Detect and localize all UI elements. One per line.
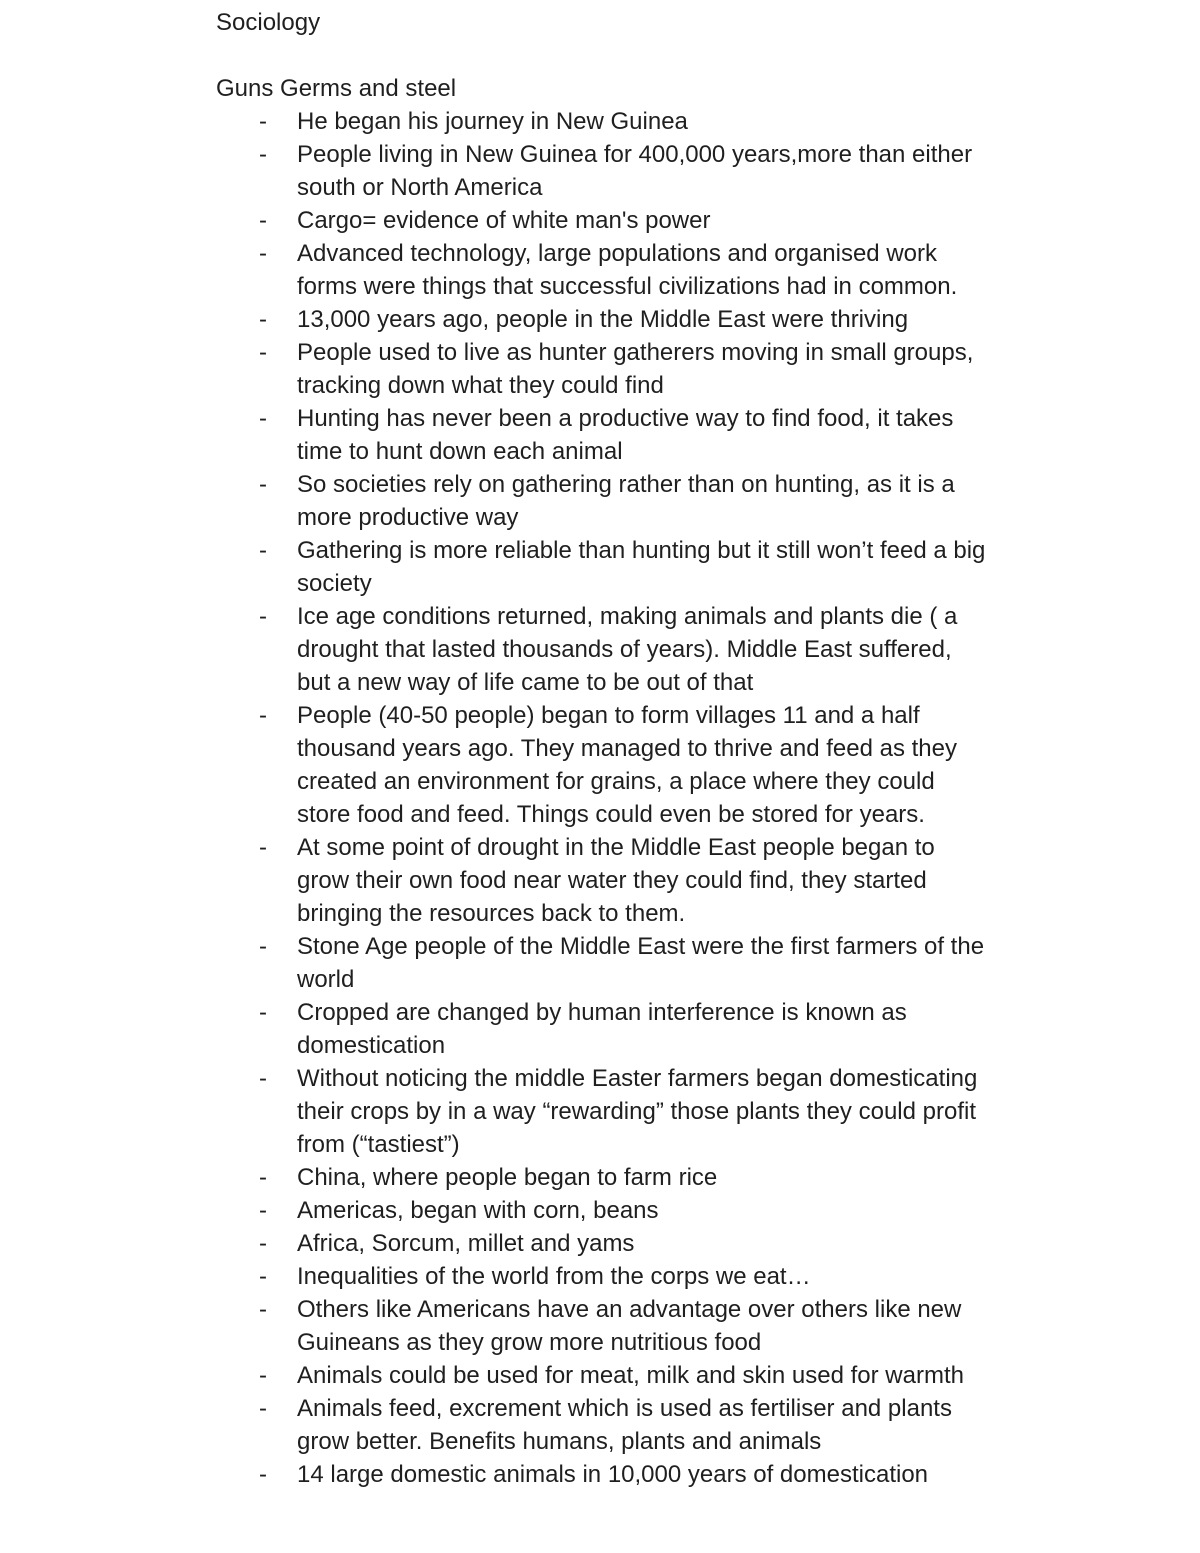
list-item-text: Cargo= evidence of white man's power: [297, 207, 711, 234]
list-item-text: He began his journey in New Guinea: [297, 108, 688, 135]
bullet-dash-marker: -: [259, 141, 267, 168]
list-item-text: Africa, Sorcum, millet and yams: [297, 1230, 635, 1257]
list-item-text: So societies rely on gathering rather than on hunting, as it is a more productive way: [297, 471, 955, 531]
list-item-text: Animals could be used for meat, milk and skin used for warmth: [297, 1362, 964, 1389]
bullet-dash-marker: -: [259, 1362, 267, 1389]
list-item: [216, 699, 987, 831]
list-item: [216, 1227, 987, 1260]
list-item: [216, 600, 987, 699]
bullet-dash-marker: -: [259, 471, 267, 498]
bullet-dash-marker: -: [259, 1230, 267, 1257]
list-item: [216, 1194, 987, 1227]
list-item: [216, 831, 987, 930]
bullet-dash-marker: -: [259, 834, 267, 861]
list-item-text: Without noticing the middle Easter farmers began domesticating their crops by in a way “rewarding” those plants they could profit from (“tastiest”): [297, 1065, 978, 1158]
list-item: [216, 402, 987, 468]
list-item: [216, 336, 987, 402]
list-item-text: Stone Age people of the Middle East were the first farmers of the world: [297, 933, 985, 993]
list-item-text: Gathering is more reliable than hunting but it still won’t feed a big society: [297, 537, 986, 597]
bullet-dash-marker: -: [259, 405, 267, 432]
list-item-text: People (40-50 people) began to form villages 11 and a half thousand years ago. They managed to thrive and feed as they created an environment for grains, a place where they could store food and feed. Things could even be stored for years.: [297, 702, 957, 828]
list-item: [216, 237, 987, 303]
bullet-dash-marker: -: [259, 1197, 267, 1224]
list-item-text: Inequalities of the world from the corps we eat…: [297, 1263, 811, 1290]
bullet-dash-marker: -: [259, 603, 267, 630]
list-item: [216, 1293, 987, 1359]
bullet-dash-marker: -: [259, 108, 267, 135]
list-item: [216, 1161, 987, 1194]
bullet-list: [216, 105, 1016, 1491]
list-item: [216, 468, 987, 534]
list-item: [216, 105, 987, 138]
bullet-dash-marker: -: [259, 933, 267, 960]
bullet-dash-marker: -: [259, 999, 267, 1026]
bullet-dash-marker: -: [259, 1296, 267, 1323]
list-item: [216, 1458, 987, 1491]
list-item-text: 13,000 years ago, people in the Middle East were thriving: [297, 306, 909, 333]
bullet-dash-marker: -: [259, 207, 267, 234]
bullet-dash-marker: -: [259, 702, 267, 729]
list-item: [216, 930, 987, 996]
bullet-dash-marker: -: [259, 1263, 267, 1290]
list-item-text: Ice age conditions returned, making animals and plants die ( a drought that lasted thousands of years). Middle East suffered, but a new way of life came to be out of that: [297, 603, 958, 696]
list-item-text: Advanced technology, large populations and organised work forms were things that successful civilizations had in common.: [297, 240, 958, 300]
bullet-dash-marker: -: [259, 1395, 267, 1422]
list-item-text: China, where people began to farm rice: [297, 1164, 718, 1191]
list-item: [216, 996, 987, 1062]
bullet-dash-marker: -: [259, 306, 267, 333]
list-item-text: At some point of drought in the Middle East people began to grow their own food near water they could find, they started bringing the resources back to them.: [297, 834, 935, 927]
list-item-text: People used to live as hunter gatherers moving in small groups, tracking down what they could find: [297, 339, 974, 399]
document-page: [216, 6, 1016, 1491]
list-item-text: 14 large domestic animals in 10,000 years of domestication: [297, 1461, 929, 1488]
bullet-dash-marker: -: [259, 537, 267, 564]
bullet-dash-marker: -: [259, 1164, 267, 1191]
list-item-text: Americas, began with corn, beans: [297, 1197, 659, 1224]
list-item: [216, 1260, 987, 1293]
bullet-dash-marker: -: [259, 240, 267, 267]
bullet-dash-marker: -: [259, 339, 267, 366]
list-item: [216, 534, 987, 600]
list-item-text: Others like Americans have an advantage over others like new Guineans as they grow more nutritious food: [297, 1296, 962, 1356]
list-item: [216, 1359, 987, 1392]
list-item-text: Cropped are changed by human interference is known as domestication: [297, 999, 907, 1059]
list-item: [216, 138, 987, 204]
document-title: Sociology: [216, 9, 321, 36]
list-item-text: Animals feed, excrement which is used as fertiliser and plants grow better. Benefits humans, plants and animals: [297, 1395, 952, 1455]
list-item-text: Hunting has never been a productive way to find food, it takes time to hunt down each animal: [297, 405, 954, 465]
list-item: [216, 1392, 987, 1458]
list-item: [216, 303, 987, 336]
bullet-dash-marker: -: [259, 1461, 267, 1488]
bullet-dash-marker: -: [259, 1065, 267, 1092]
list-item: [216, 204, 987, 237]
list-item: [216, 1062, 987, 1161]
section-heading: Guns Germs and steel: [216, 75, 457, 102]
list-item-text: People living in New Guinea for 400,000 years,more than either south or North America: [297, 141, 973, 201]
